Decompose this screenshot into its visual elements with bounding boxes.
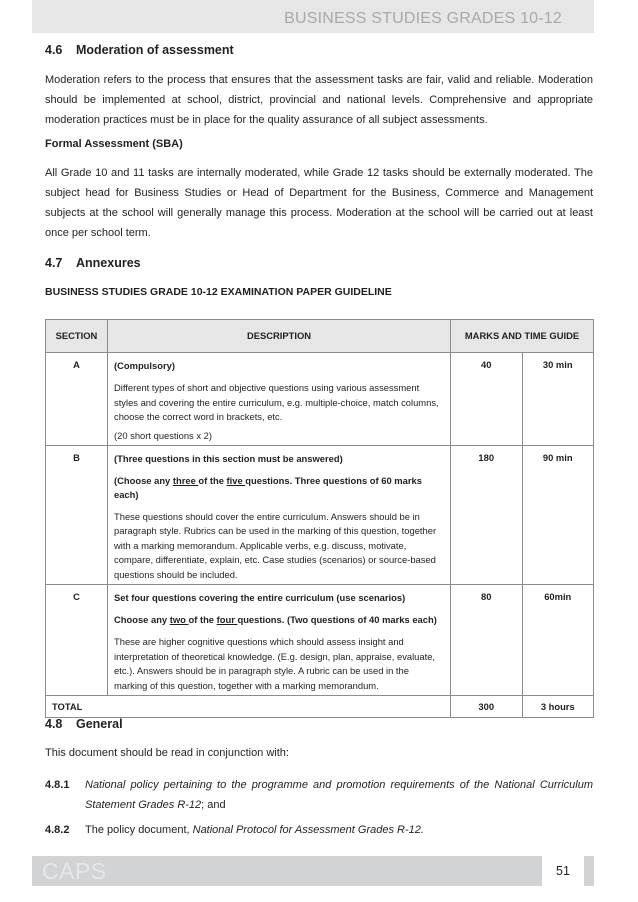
row-time: 30 min (522, 353, 594, 446)
table-row (46, 353, 594, 446)
total-label: TOTAL (46, 696, 451, 718)
total-marks: 300 (451, 696, 523, 718)
table-row (46, 445, 594, 585)
row-description (108, 445, 451, 585)
row-body: These questions should cover the entire curriculum. Answers should be in paragraph style. Rubrics can be used in the marking of this question, together with a marking memorandum. Applicable verbs, e.g. discuss, motivate, compare, differentiate, explain, etc. Case studies (scenarios) or source-based questions should be included. (114, 510, 437, 580)
row-time: 60min (522, 585, 594, 696)
section-4-6-heading (45, 43, 234, 57)
section-number: 4.6 (45, 43, 63, 57)
table-row (46, 585, 594, 696)
section-number: 4.7 (45, 256, 63, 270)
row-title: Set four questions covering the entire curriculum (use scenarios) (114, 592, 406, 603)
footer-brand: CAPS (42, 858, 107, 884)
header-section: SECTION (46, 320, 108, 353)
header-description: DESCRIPTION (108, 320, 451, 353)
row-section: C (46, 585, 108, 696)
row-marks: 180 (451, 445, 523, 585)
list-item-text: National policy pertaining to the programme and promotion requirements of the National Curriculum Statement Grades R-12; and (85, 779, 593, 811)
list-item-number: 4.8.2 (45, 824, 70, 836)
row-body: Different types of short and objective questions using various assessment styles and covering the entire curriculum, e.g. multiple-choice, match columns, choose the correct word in brackets, etc. (114, 382, 439, 422)
general-intro: This document should be read in conjunction with: (45, 747, 289, 759)
table-title: BUSINESS STUDIES GRADE 10-12 EXAMINATION PAPER GUIDELINE (45, 286, 392, 298)
row-section: B (46, 445, 108, 585)
header-marks-time: MARKS AND TIME GUIDE (451, 320, 594, 353)
row-marks: 80 (451, 585, 523, 696)
header-title: BUSINESS STUDIES GRADES 10-12 (284, 10, 562, 27)
section-title: Moderation of assessment (76, 43, 234, 57)
row-title: (Compulsory) (114, 360, 175, 371)
list-item-text: The policy document, National Protocol for Assessment Grades R-12. (85, 824, 424, 836)
section-title: General (76, 717, 123, 731)
row-time: 90 min (522, 445, 594, 585)
section-4-8-heading (45, 717, 123, 731)
page-header (32, 0, 594, 33)
row-choose: (Choose any three of the five questions. Three questions of 60 marks each) (114, 474, 422, 500)
formal-assessment-subheading: Formal Assessment (SBA) (45, 138, 183, 150)
list-item-number: 4.8.1 (45, 779, 70, 791)
row-marks: 40 (451, 353, 523, 446)
page-number: 51 (542, 856, 584, 886)
total-time: 3 hours (522, 696, 594, 718)
exam-guideline-table (45, 319, 594, 718)
row-description (108, 585, 451, 696)
row-body: These are higher cognitive questions which should assess insight and interpretation of theoretical knowledge. (E.g. design, plan, appraise, evaluate, etc.). Answers should be in paragraph style. A rubric can be used in the marking of this question, together with a marking memorandum. (114, 636, 436, 691)
table-header-row (46, 320, 594, 353)
list-item (45, 775, 593, 815)
section-4-7-heading (45, 256, 141, 270)
page-footer (32, 856, 594, 886)
moderation-paragraph-2: All Grade 10 and 11 tasks are internally moderated, while Grade 12 tasks should be externally moderated. The subject head for Business Studies or Head of Department for the Business, Commerce and Management subjects at the school will generally manage this process. Moderation at the school will be carried out at least once per school term. (45, 167, 593, 239)
row-title: (Three questions in this section must be answered) (114, 452, 343, 464)
row-description (108, 353, 451, 446)
section-number: 4.8 (45, 717, 63, 731)
row-section: A (46, 353, 108, 446)
section-title: Annexures (76, 256, 141, 270)
table-total-row (46, 696, 594, 718)
list-item (45, 820, 593, 840)
moderation-paragraph: Moderation refers to the process that ensures that the assessment tasks are fair, valid and reliable. Moderation should be implemented at school, district, provincial and national levels. Comprehensive and appropriate moderation practices must be in place for the quality assurance of all subject assessments. (45, 74, 593, 126)
row-note: (20 short questions x 2) (114, 429, 212, 441)
row-choose: Choose any two of the four questions. (Two questions of 40 marks each) (114, 614, 437, 625)
